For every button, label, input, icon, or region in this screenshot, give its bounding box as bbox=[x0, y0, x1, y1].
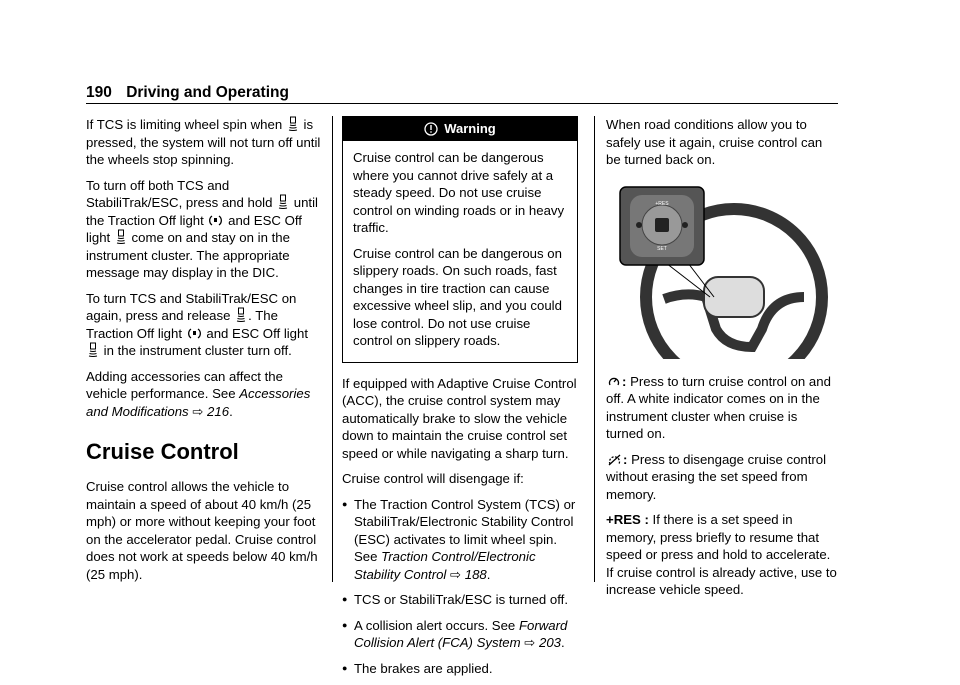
res-label: +RES bbox=[655, 200, 669, 207]
cruise-cancel-icon bbox=[608, 454, 621, 466]
ref-arrow-icon: ⇨ bbox=[192, 403, 204, 419]
warning-body bbox=[343, 141, 577, 362]
page-header bbox=[86, 84, 289, 102]
gap-button bbox=[682, 222, 688, 228]
cruise-on-off-icon bbox=[608, 376, 620, 388]
traction-off-light-icon bbox=[188, 327, 201, 340]
res-label: +RES : bbox=[606, 512, 649, 527]
description: : Press to disengage cruise control without erasing the set speed from memory. bbox=[606, 451, 827, 502]
column-2 bbox=[342, 116, 578, 685]
steering-wheel-illustration bbox=[606, 179, 838, 359]
esc-off-light-icon bbox=[116, 229, 126, 244]
section-heading: Cruise Control bbox=[86, 439, 239, 464]
cross-reference-link[interactable]: Forward Collision Alert (FCA) System bbox=[354, 617, 568, 650]
traction-off-light-icon bbox=[209, 214, 222, 227]
steering-hub bbox=[704, 277, 764, 317]
column-divider bbox=[332, 116, 333, 582]
column-divider bbox=[594, 116, 595, 582]
paragraph: Cruise control allows the vehicle to maintain a speed of about 40 km/h (25 mph) or more without keeping your foot on the accelerator pedal. Cruise control does not work at speeds below 40 km/h (25 mph). bbox=[86, 479, 318, 582]
header-rule bbox=[86, 103, 838, 104]
list-item: ● The brakes are applied. bbox=[342, 660, 578, 678]
traction-control-icon bbox=[288, 116, 298, 131]
paragraph: To turn off both TCS and StabiliTrak/ESC, press and hold until the Traction Off light and ESC Off light come on and stay on in the instrument cluster. The appropriate message may display in the DIC. bbox=[86, 177, 318, 280]
traction-control-icon bbox=[278, 194, 288, 209]
bullet-list bbox=[342, 496, 578, 678]
esc-off-light-icon bbox=[88, 342, 98, 357]
ref-arrow-icon: ⇨ bbox=[524, 635, 536, 650]
cross-reference-link[interactable]: Accessories and Modifications bbox=[86, 386, 311, 419]
ref-arrow-icon: ⇨ bbox=[450, 566, 462, 582]
warning-box bbox=[342, 116, 578, 363]
set-label: SET bbox=[657, 245, 667, 252]
column-3 bbox=[606, 116, 838, 607]
cross-reference-link[interactable]: Traction Control/Electronic Stability Control bbox=[354, 549, 536, 582]
warning-icon bbox=[424, 122, 438, 136]
list-item: ● The Traction Control System (TCS) or StabiliTrak/Electronic Stability Control (ESC) activates to limit wheel spin. See Traction Control/Electronic Stability Control ⇨ 188. bbox=[342, 496, 578, 584]
warning-paragraph: Cruise control can be dangerous on slippery roads. On such roads, fast changes in tire traction can cause excessive wheel slip, and you could lose control. Do not use cruise control on slippery roads. bbox=[353, 245, 562, 348]
warning-header bbox=[343, 117, 577, 141]
paragraph: Cruise control will disengage if: bbox=[342, 471, 524, 486]
list-item: ● A collision alert occurs. See Forward Collision Alert (FCA) System ⇨ 203. bbox=[342, 617, 578, 652]
description: +RES : If there is a set speed in memory, press briefly to resume that speed or press and hold to accelerate. If cruise control is already active, use to increase vehicle speed. bbox=[606, 512, 837, 597]
list-item: ● TCS or StabiliTrak/ESC is turned off. bbox=[342, 591, 578, 609]
paragraph: When road conditions allow you to safely use it again, cruise control can be turned back on. bbox=[606, 117, 823, 167]
cancel-button bbox=[636, 222, 642, 228]
page-ref[interactable]: 216 bbox=[207, 403, 230, 419]
paragraph: Adding accessories can affect the vehicle performance. See Accessories and Modifications ⇨ 216. bbox=[86, 368, 311, 419]
warning-paragraph: Cruise control can be dangerous where you cannot drive safely at a steady speed. Do not use cruise control on winding roads or in heavy traffic. bbox=[353, 150, 565, 235]
description: : Press to turn cruise control on and off. A white indicator comes on in the instrument cluster when cruise is turned on. bbox=[606, 373, 831, 441]
page-number: 190 bbox=[86, 84, 112, 101]
paragraph: To turn TCS and StabiliTrak/ESC on again, press and release . The Traction Off light and ESC Off light in the instrument cluster turn off. bbox=[86, 290, 309, 358]
page-ref[interactable]: 188 bbox=[464, 566, 487, 582]
paragraph: If TCS is limiting wheel spin when is pressed, the system will not turn off until the wheels stop spinning. bbox=[86, 117, 321, 167]
paragraph: If equipped with Adaptive Cruise Control (ACC), the cruise control system may automatically brake to slow the vehicle down to maintain the cruise control set speed or while navigating a sharp turn. bbox=[342, 375, 577, 461]
traction-control-icon bbox=[236, 307, 246, 322]
column-1 bbox=[86, 116, 322, 591]
section-title: Driving and Operating bbox=[126, 84, 289, 101]
cruise-button bbox=[655, 218, 669, 232]
warning-title: Warning bbox=[444, 121, 496, 136]
page-ref[interactable]: 203 bbox=[539, 635, 562, 650]
